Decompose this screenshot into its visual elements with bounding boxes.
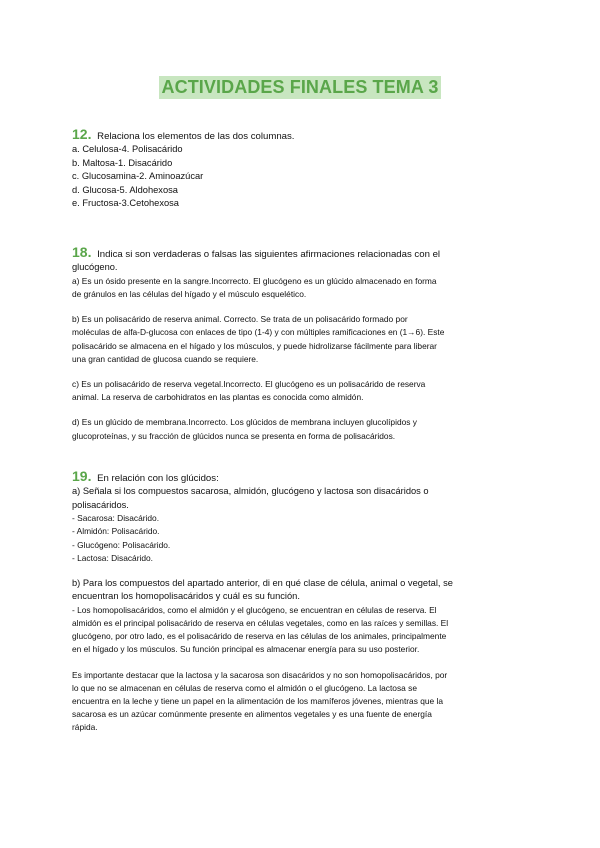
question-19a-cont: polisacáridos. bbox=[72, 499, 129, 510]
question-19-number: 19. bbox=[72, 468, 92, 484]
list-item: b. Maltosa-1. Disacárido bbox=[72, 157, 173, 168]
answer-18c: c) Es un polisacárido de reserva vegetal.Incorrecto. El glucógeno es un polisacárido de reserva bbox=[72, 379, 426, 390]
question-12-number: 12. bbox=[72, 126, 92, 142]
note-paragraph-cont: encuentra en la leche y tiene un papel en la alimentación de los mamíferos jóvenes, mientras que la bbox=[72, 696, 444, 707]
list-item: - Sacarosa: Disacárido. bbox=[72, 513, 160, 524]
spacer bbox=[72, 657, 530, 669]
question-12 bbox=[72, 128, 530, 210]
answer-19b-cont: en el hígado y los músculos. Su función principal es almacenar energía para su uso posterior. bbox=[72, 644, 420, 655]
answer-19b-cont: almidón es el principal polisacárido de reserva en células vegetales, como en las raíces y semillas. El bbox=[72, 618, 449, 629]
answer-19b: - Los homopolisacáridos, como el almidón y el glucógeno, se encuentran en células de reserva. El bbox=[72, 604, 437, 615]
question-19-prompt: En relación con los glúcidos: bbox=[97, 473, 219, 484]
question-19 bbox=[72, 470, 530, 735]
list-item: - Lactosa: Disacárido. bbox=[72, 552, 153, 563]
spacer bbox=[72, 366, 530, 378]
answer-18d-cont: glucoproteínas, y su fracción de glúcidos nunca se presenta en forma de polisacáridos. bbox=[72, 430, 396, 441]
question-18-prompt: Indica si son verdaderas o falsas las siguientes afirmaciones relacionadas con el bbox=[97, 249, 441, 260]
answer-18b-cont: una gran cantidad de glucosa cuando se requiere. bbox=[72, 353, 259, 364]
note-paragraph-cont: sacarosa es un azúcar comúnmente presente en alimentos vegetales y es una fuente de energía bbox=[72, 709, 432, 720]
answer-18d: d) Es un glúcido de membrana.Incorrecto. Los glúcidos de membrana incluyen glucolípidos y bbox=[72, 417, 417, 428]
spacer bbox=[72, 565, 530, 577]
title-wrap bbox=[0, 76, 600, 99]
note-paragraph-cont: lo que no se almacenan en células de reserva como el almidón o el glucógeno. La lactosa se bbox=[72, 682, 417, 693]
answer-18b-cont: moléculas de alfa-D-glucosa con enlaces de tipo (1-4) y con múltiples ramificaciones en (1→6). Este bbox=[72, 327, 445, 338]
answer-18c-cont: animal. La reserva de carbohidratos en las plantas es conocida como almidón. bbox=[72, 392, 364, 403]
question-19b-cont: encuentran los homopolisacáridos y cuál es su función. bbox=[72, 591, 300, 602]
spacer bbox=[72, 404, 530, 416]
question-19-header bbox=[72, 470, 530, 485]
list-item: - Almidón: Polisacárido. bbox=[72, 526, 160, 537]
question-18-header bbox=[72, 246, 530, 261]
question-18-prompt-cont: glucógeno. bbox=[72, 262, 118, 273]
question-18 bbox=[72, 246, 530, 443]
answer-18a-cont: de gránulos en las células del hígado y el músculo esquelético. bbox=[72, 289, 307, 300]
list-item: a. Celulosa-4. Polisacárido bbox=[72, 144, 183, 155]
question-18-number: 18. bbox=[72, 244, 92, 260]
list-item: - Glucógeno: Polisacárido. bbox=[72, 539, 171, 550]
page-title: ACTIVIDADES FINALES TEMA 3 bbox=[159, 76, 442, 99]
list-item: d. Glucosa-5. Aldohexosa bbox=[72, 184, 178, 195]
question-12-header bbox=[72, 128, 530, 143]
list-item: e. Fructosa-3.Cetohexosa bbox=[72, 198, 179, 209]
question-12-prompt: Relaciona los elementos de las dos columnas. bbox=[97, 131, 295, 142]
question-19b: b) Para los compuestos del apartado anterior, di en qué clase de célula, animal o vegetal, se bbox=[72, 578, 453, 589]
spacer bbox=[72, 301, 530, 313]
note-paragraph: Es importante destacar que la lactosa y la sacarosa son disacáridos y no son homopolisacáridos, por bbox=[72, 669, 448, 680]
answer-19b-cont: glucógeno, por otro lado, es el polisacárido de reserva en las células de los animales, principalmente bbox=[72, 631, 447, 642]
question-19a: a) Señala si los compuestos sacarosa, almidón, glucógeno y lactosa son disacáridos o bbox=[72, 486, 429, 497]
answer-18b: b) Es un polisacárido de reserva animal. Correcto. Se trata de un polisacárido formado por bbox=[72, 314, 408, 325]
list-item: c. Glucosamina-2. Aminoazúcar bbox=[72, 171, 204, 182]
answer-18b-cont: polisacárido se almacena en el hígado y los músculos, y puede hidrolizarse fácilmente para liberar bbox=[72, 340, 437, 351]
note-paragraph-cont: rápida. bbox=[72, 722, 98, 733]
answer-18a: a) Es un ósido presente en la sangre.Incorrecto. El glucógeno es un glúcido almacenado en forma bbox=[72, 275, 437, 286]
